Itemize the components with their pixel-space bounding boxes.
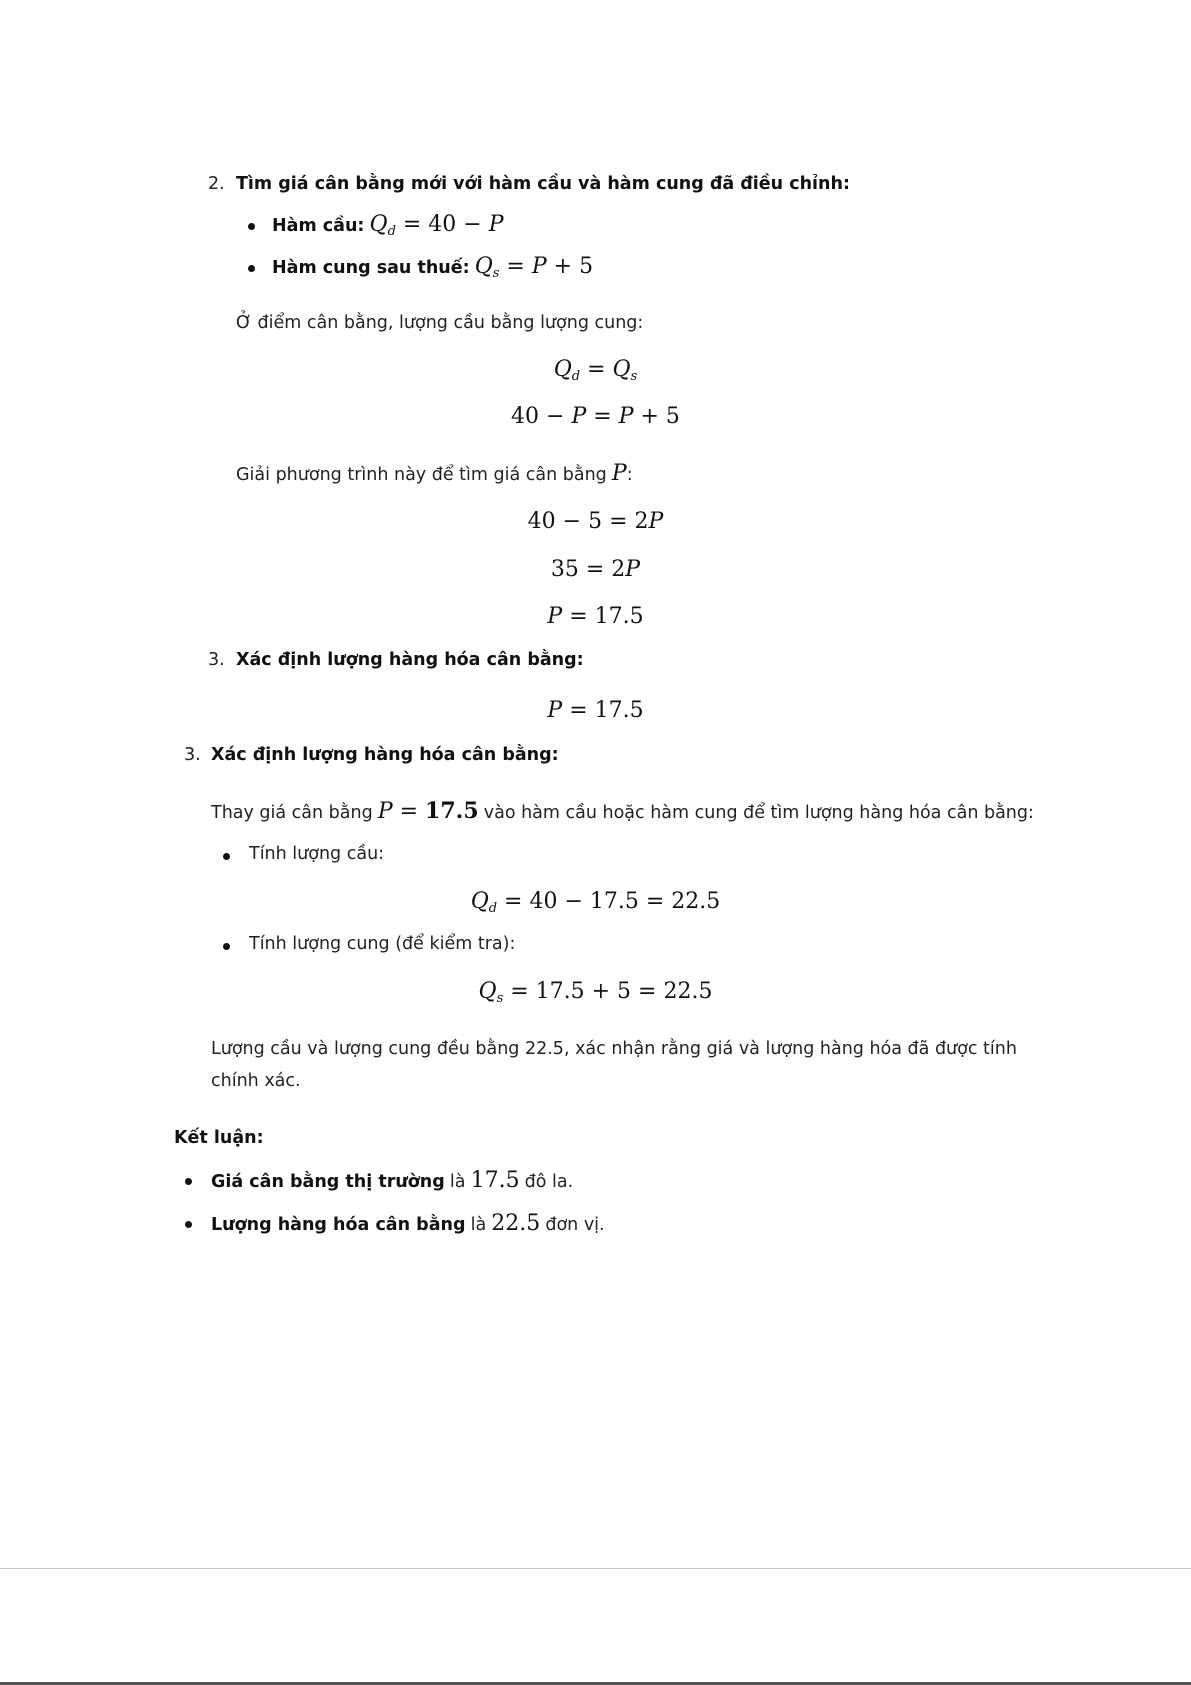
- equation-step-2: 35 = 2P: [550, 557, 641, 582]
- conclusion-price-value: 17.5: [470, 1168, 520, 1193]
- demand-function-item: [272, 212, 504, 239]
- equation-demand-eq-supply: 40 − P = P + 5: [511, 404, 680, 429]
- solve-variable: P: [611, 461, 627, 486]
- conclusion-quantity-unit: đơn vị.: [545, 1215, 605, 1235]
- bullet-dot: [185, 1221, 192, 1228]
- solve-text: Giải phương trình này để tìm giá cân bằng: [236, 465, 607, 485]
- demand-calc-label: Tính lượng cầu:: [249, 844, 385, 864]
- conclusion-price-mid: là: [449, 1172, 466, 1192]
- conclusion-quantity-value: 22.5: [491, 1211, 541, 1236]
- bullet-dot: [223, 943, 230, 950]
- bullet-dot: [248, 265, 255, 272]
- page-divider: [0, 1568, 1191, 1569]
- supply-function-item: [272, 254, 593, 281]
- demand-calc-equation: $Q_d = 40 - 17.5 = 22.5$: [470, 889, 721, 916]
- equation-step-3: P = 17.5: [547, 604, 644, 629]
- demand-formula: $Q_d = 40 - P$: [369, 212, 504, 239]
- supply-formula: $Q_s = P + 5$: [474, 254, 594, 281]
- step3-number: 3.: [184, 745, 201, 765]
- equation-qd-eq-qs: $Q_d = Q_s$: [553, 357, 638, 384]
- bullet-dot: [223, 853, 230, 860]
- equation-step-1: 40 − 5 = 2P: [527, 509, 664, 534]
- demand-label: Hàm cầu:: [272, 216, 365, 236]
- equation-price-result: P = 17.5: [547, 698, 644, 723]
- verify-line-2: chính xác.: [211, 1071, 301, 1091]
- equilibrium-text: Ở điểm cân bằng, lượng cầu bằng lượng cung:: [236, 313, 644, 333]
- substitute-value: P = 17.5: [377, 798, 479, 824]
- supply-calc-equation: $Q_s = 17.5 + 5 = 22.5$: [478, 979, 713, 1006]
- conclusion-quantity-mid: là: [470, 1215, 487, 1235]
- supply-label: Hàm cung sau thuế:: [272, 258, 470, 278]
- step3-title: Xác định lượng hàng hóa cân bằng:: [211, 745, 559, 765]
- conclusion-price-unit: đô la.: [524, 1172, 574, 1192]
- solve-text-line: Giải phương trình này để tìm giá cân bằng P:: [236, 461, 633, 486]
- substitute-suffix: vào hàm cầu hoặc hàm cung để tìm lượng hàng hóa cân bằng:: [483, 803, 1034, 823]
- substitute-line: [211, 798, 1034, 824]
- verify-line-1: Lượng cầu và lượng cung đều bằng 22.5, xác nhận rằng giá và lượng hàng hóa đã được tính: [211, 1039, 1017, 1059]
- supply-calc-label: Tính lượng cung (để kiểm tra):: [249, 934, 516, 954]
- step2-number: 2.: [208, 174, 225, 194]
- step2-title: Tìm giá cân bằng mới với hàm cầu và hàm cung đã điều chỉnh:: [236, 174, 850, 194]
- bullet-dot: [248, 223, 255, 230]
- conclusion-quantity-label: Lượng hàng hóa cân bằng: [211, 1215, 466, 1235]
- conclusion-heading: Kết luận:: [174, 1128, 264, 1148]
- step3-inner-number: 3.: [208, 650, 225, 670]
- conclusion-item-price: [211, 1168, 573, 1193]
- conclusion-item-quantity: [211, 1211, 605, 1236]
- step3-inner-title: Xác định lượng hàng hóa cân bằng:: [236, 650, 584, 670]
- bullet-dot: [185, 1178, 192, 1185]
- conclusion-price-label: Giá cân bằng thị trường: [211, 1172, 445, 1192]
- substitute-prefix: Thay giá cân bằng: [211, 803, 373, 823]
